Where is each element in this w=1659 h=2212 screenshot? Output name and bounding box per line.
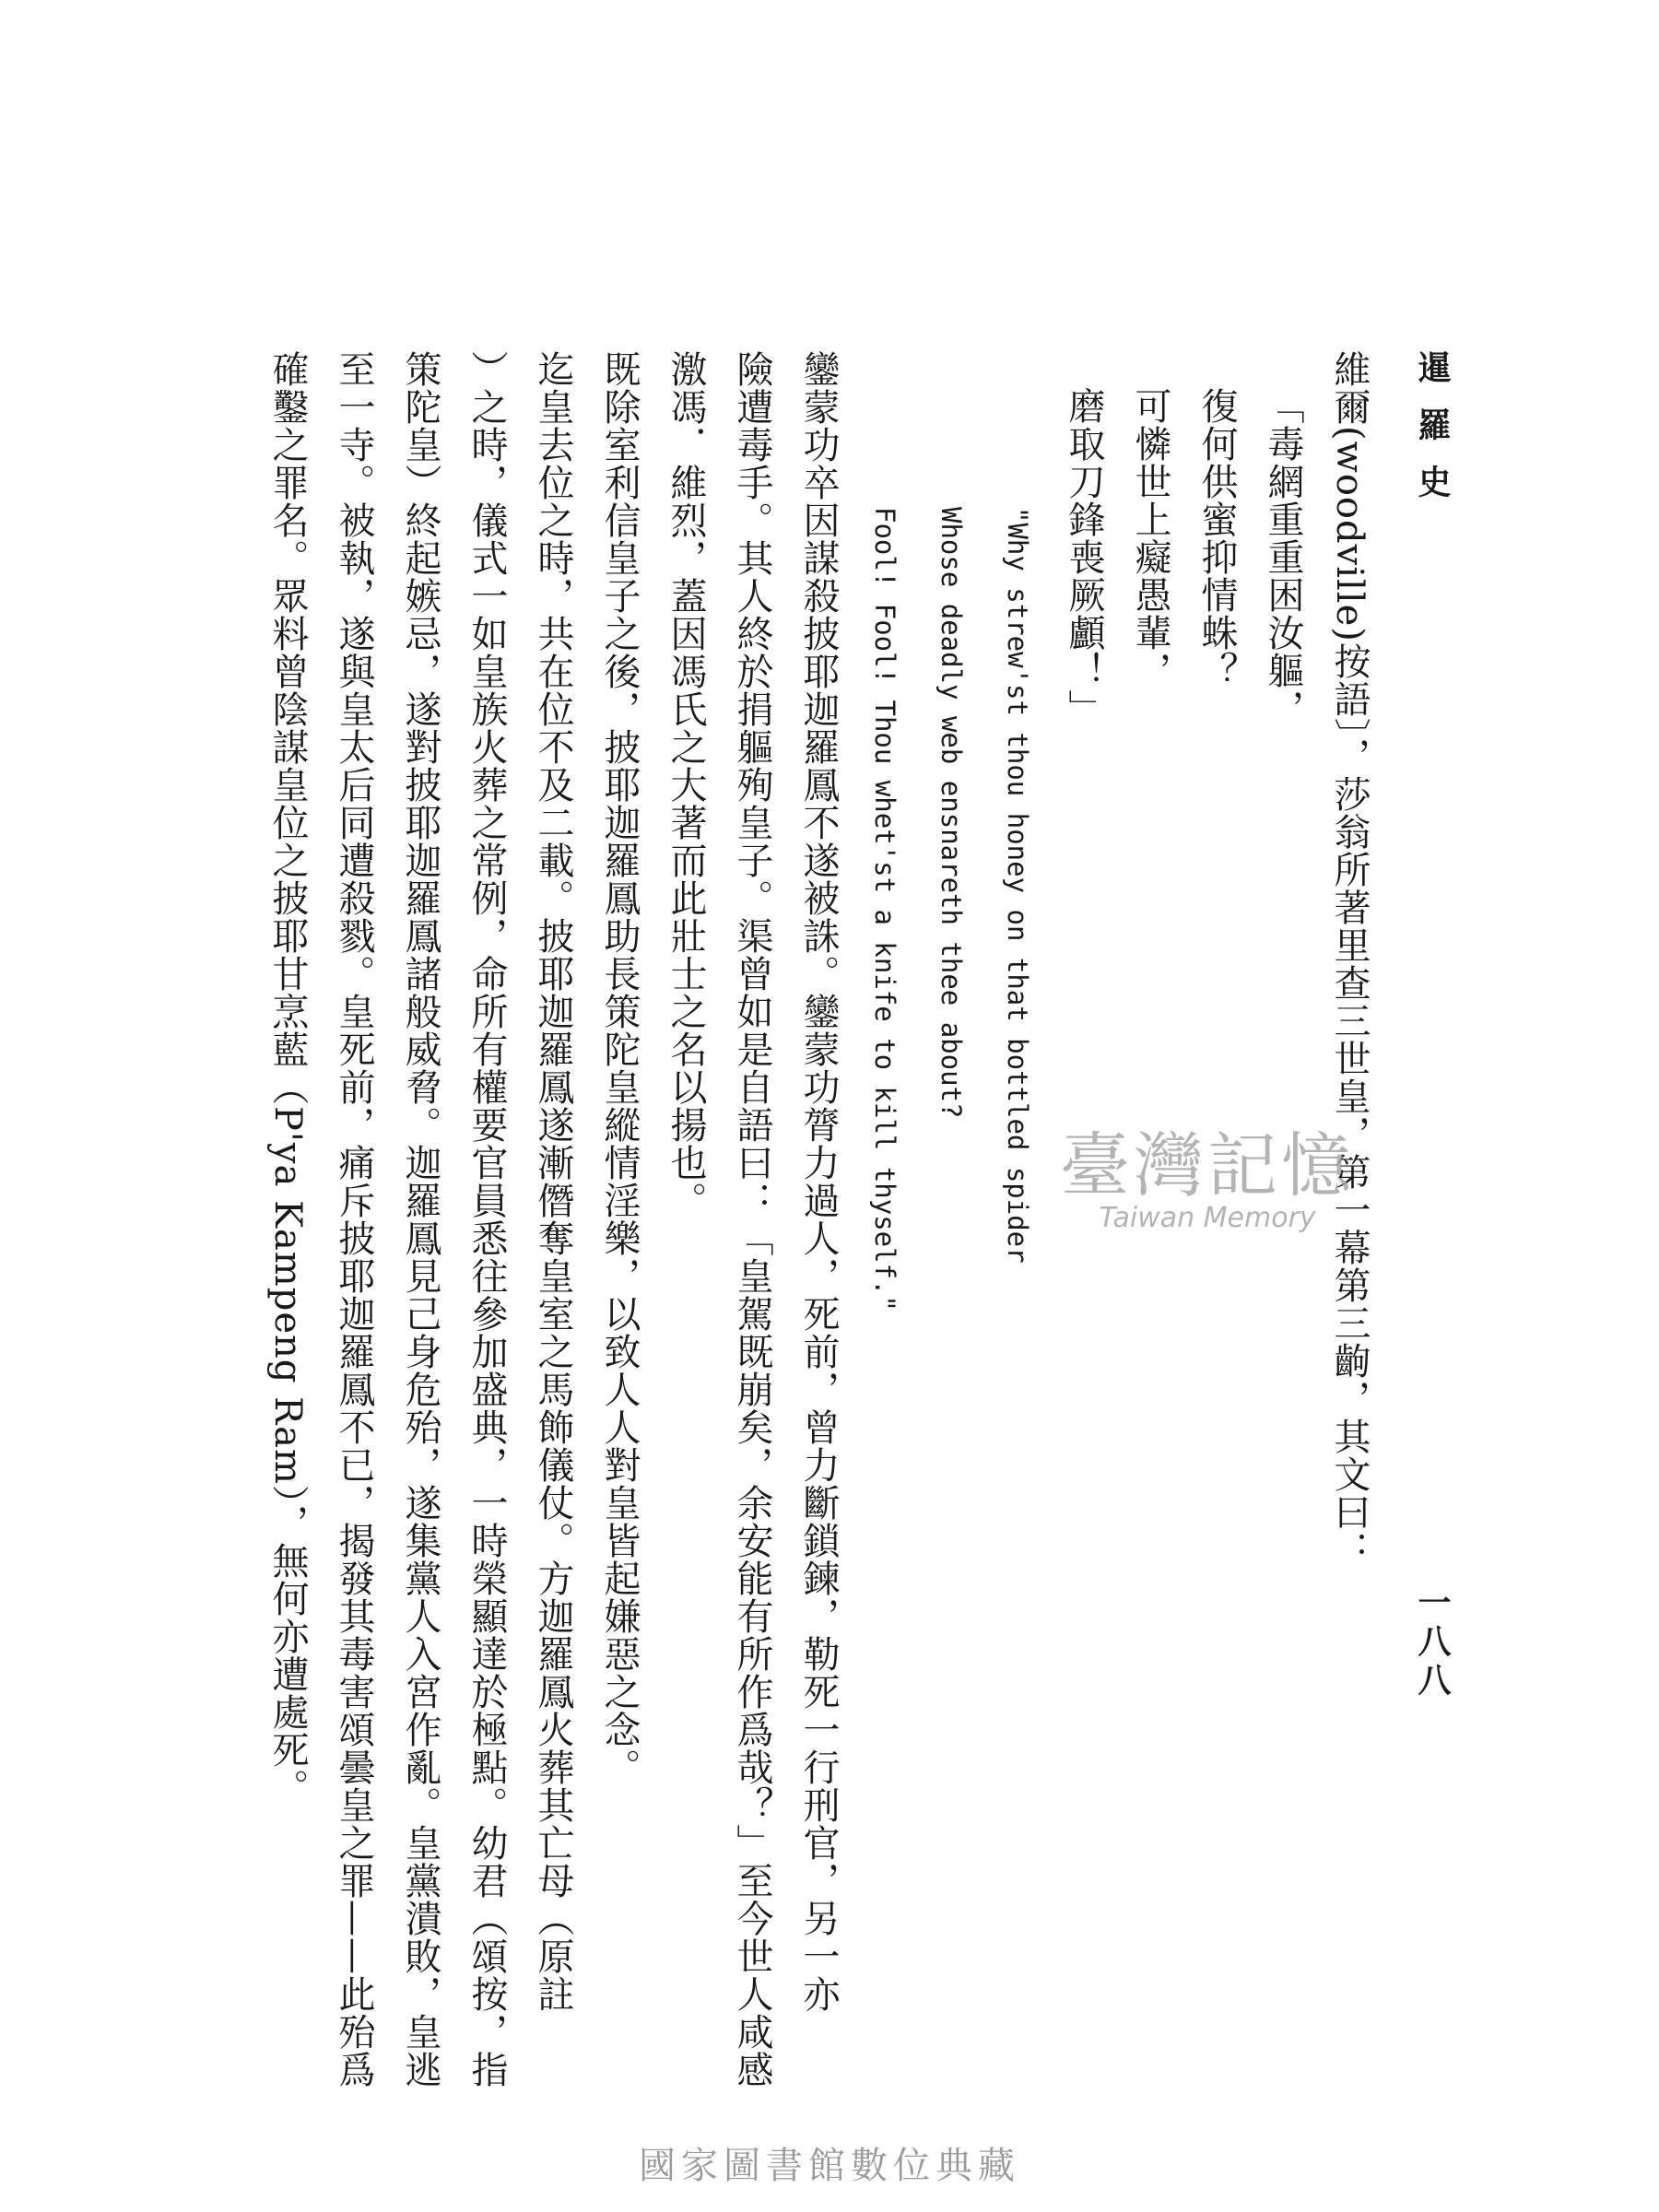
text-column: 策陀皇）終起嫉忌，遂對披耶迦羅鳳諸般威脅。迦羅鳳見己身危殆，遂集黨人入宮作亂。皇黨潰敗，皇逃 bbox=[399, 350, 441, 2088]
english-quote-line: Whose deadly web ensnareth thee about? bbox=[935, 507, 967, 1119]
english-quote-line: "Why strew'st thou honey on that bottled spider bbox=[1002, 507, 1033, 1264]
taiwan-memory-watermark bbox=[1060, 1124, 1355, 1244]
text-column: 險遭毒手。其人終於捐軀殉皇子。渠曾如是自語曰：「皇駕既崩矣，余安能有所作爲哉？」至今世人咸感 bbox=[731, 350, 773, 2088]
text-column: 確鑿之罪名。眾料曾陰謀皇位之披耶甘烹藍（P'ya Kampeng Ram），無何亦遭處死。 bbox=[266, 350, 309, 1806]
watermark-chinese: 臺灣記憶 bbox=[1060, 1124, 1355, 1206]
text-column: 激馮．維烈，蓋因馮氏之大著而此壯士之名以揚也。 bbox=[665, 350, 707, 1219]
english-quote-line: Fool! Fool! Thou whet'st a knife to kill thyself." bbox=[869, 507, 900, 1312]
poem-line: 磨取刀鋒喪厥顱！」 bbox=[1063, 387, 1105, 727]
poem-line: 復何供蜜抑情蛛？ bbox=[1195, 387, 1238, 689]
watermark-english: Taiwan Memory bbox=[1099, 1202, 1316, 1234]
page-number: 一八八 bbox=[1413, 1585, 1452, 1701]
running-header-title: 暹羅史 bbox=[1413, 350, 1452, 522]
text-column: 至一寺。被執，遂與皇太后同遭殺戮。皇死前，痛斥披耶迦羅鳳不已，揭發其毒害頌曇皇之罪——此殆爲 bbox=[333, 350, 375, 2088]
text-column: ）之時，儀式一如皇族火葬之常例，命所有權要官員悉往參加盛典，一時榮顯達於極點。幼君（頌按，指 bbox=[465, 350, 508, 2088]
poem-line: 可憐世上癡愚輩， bbox=[1129, 387, 1171, 689]
poem-line: 「毒網重重困汝軀， bbox=[1262, 387, 1304, 727]
text-column: 維爾(woodville)按語〕，莎翁所著里查三世皇，第一幕第三齣，其文曰： bbox=[1328, 350, 1371, 1569]
text-column: 鑾蒙功卒因謀殺披耶迦羅鳳不遂被誅。鑾蒙功膂力過人，死前，曾力斷鎖鍊，勒死一行刑官，另一亦 bbox=[797, 350, 840, 2013]
footer-collection-label: 國家圖書館數位典藏 bbox=[639, 2145, 1020, 2187]
text-column: 迄皇去位之時，共在位不及二載。披耶迦羅鳳遂漸僭奪皇室之馬飾儀仗。方迦羅鳳火葬其亡母（原註 bbox=[532, 350, 574, 2013]
text-column: 既除室利信皇子之後，披耶迦羅鳳助長策陀皇縱情淫樂，以致人人對皇皆起嫌惡之念。 bbox=[598, 350, 641, 1786]
